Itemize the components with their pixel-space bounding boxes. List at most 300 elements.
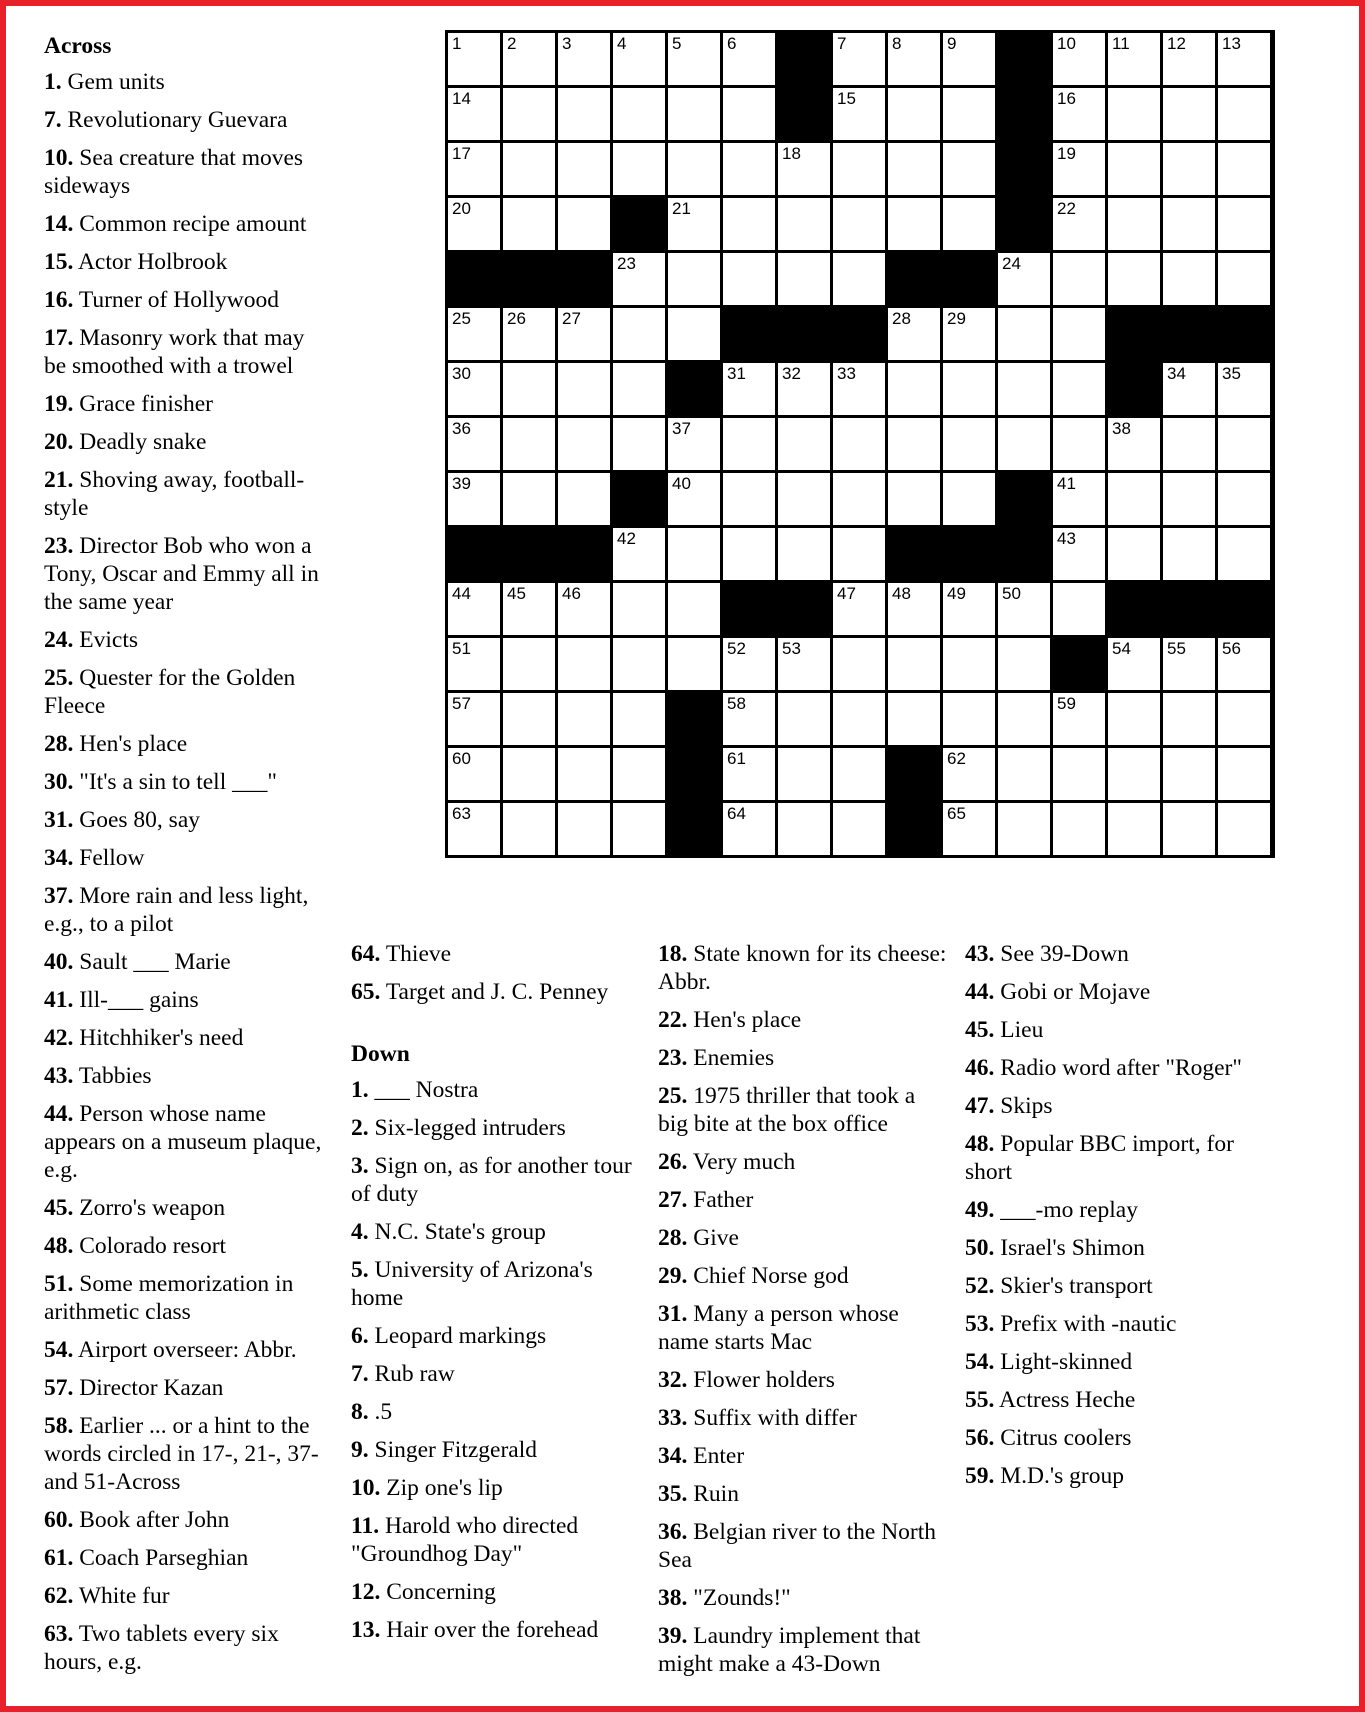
grid-cell[interactable] <box>1108 88 1160 140</box>
grid-cell[interactable] <box>613 253 665 305</box>
grid-cell[interactable] <box>723 638 775 690</box>
grid-cell[interactable] <box>1053 253 1105 305</box>
grid-cell[interactable] <box>833 253 885 305</box>
grid-cell[interactable] <box>448 803 500 855</box>
cell-number: 40 <box>672 474 691 493</box>
grid-cell[interactable] <box>998 583 1050 635</box>
clue-item <box>351 978 641 1006</box>
clue-item <box>44 324 329 380</box>
grid-cell[interactable] <box>1053 583 1105 635</box>
grid-cell[interactable] <box>1163 33 1215 85</box>
clue-text: M.D.'s group <box>994 1463 1124 1489</box>
grid-cell[interactable] <box>888 143 940 195</box>
grid-cell[interactable] <box>1053 693 1105 745</box>
clue-text: Flower holders <box>687 1367 835 1393</box>
clue-text: Laundry implement that might make a 43-Down <box>658 1623 921 1677</box>
clue-text: Target and J. C. Penney <box>380 979 609 1005</box>
clue-text: More rain and less light, e.g., to a pilot <box>44 883 309 937</box>
grid-cell[interactable] <box>503 363 555 415</box>
grid-cell[interactable] <box>723 748 775 800</box>
grid-cell[interactable] <box>833 583 885 635</box>
cell-number: 36 <box>452 419 471 438</box>
clue-text: Zorro's weapon <box>73 1195 226 1221</box>
grid-cell[interactable] <box>668 308 720 360</box>
clue-item <box>44 1374 329 1402</box>
grid-cell[interactable] <box>943 363 995 415</box>
clue-number: 63. <box>44 1621 74 1647</box>
grid-cell[interactable] <box>503 583 555 635</box>
clue-number: 53. <box>965 1311 995 1337</box>
grid-cell[interactable] <box>558 693 610 745</box>
clue-number: 16. <box>44 287 74 313</box>
grid-cell[interactable] <box>998 418 1050 470</box>
grid-cell[interactable] <box>833 88 885 140</box>
grid-cell[interactable] <box>503 308 555 360</box>
grid-cell[interactable] <box>833 363 885 415</box>
clue-text: Suffix with differ <box>687 1405 857 1431</box>
grid-cell[interactable] <box>558 803 610 855</box>
grid-cell[interactable] <box>668 143 720 195</box>
clue-text: Evicts <box>73 627 138 653</box>
grid-cell[interactable] <box>1163 363 1215 415</box>
grid-cell[interactable] <box>1053 528 1105 580</box>
grid-cell[interactable] <box>778 418 830 470</box>
grid-cell[interactable] <box>1053 363 1105 415</box>
grid-cell[interactable] <box>1218 693 1270 745</box>
clue-text: Deadly snake <box>73 429 207 455</box>
grid-cell[interactable] <box>558 88 610 140</box>
grid-cell[interactable] <box>668 88 720 140</box>
grid-cell[interactable] <box>1053 748 1105 800</box>
grid-cell[interactable] <box>448 473 500 525</box>
grid-cell[interactable] <box>778 363 830 415</box>
grid-cell[interactable] <box>998 803 1050 855</box>
clue-number: 25. <box>658 1083 688 1109</box>
grid-cell[interactable] <box>998 693 1050 745</box>
clue-text: Lieu <box>994 1017 1044 1043</box>
clue-number: 28. <box>658 1225 688 1251</box>
grid-cell[interactable] <box>503 88 555 140</box>
clue-item <box>351 1616 641 1644</box>
grid-cell[interactable] <box>943 143 995 195</box>
cell-number: 2 <box>507 34 517 53</box>
grid-cell[interactable] <box>668 253 720 305</box>
grid-cell[interactable] <box>558 308 610 360</box>
grid-cell[interactable] <box>448 693 500 745</box>
clue-item <box>965 1092 1255 1120</box>
grid-cell[interactable] <box>558 33 610 85</box>
down-clue-list <box>351 1076 641 1644</box>
clue-text: Very much <box>687 1149 796 1175</box>
clue-text: Gobi or Mojave <box>994 979 1151 1005</box>
cell-number: 43 <box>1057 529 1076 548</box>
grid-cell[interactable] <box>558 363 610 415</box>
grid-cell[interactable] <box>943 583 995 635</box>
clue-text: Gem units <box>61 69 165 95</box>
grid-cell[interactable] <box>668 473 720 525</box>
cell-number: 26 <box>507 309 526 328</box>
cell-number: 47 <box>837 584 856 603</box>
grid-cell[interactable] <box>1108 803 1160 855</box>
clue-item <box>965 1196 1255 1224</box>
grid-cell[interactable] <box>558 473 610 525</box>
grid-cell[interactable] <box>778 528 830 580</box>
clue-number: 31. <box>658 1301 688 1327</box>
grid-cell[interactable] <box>943 748 995 800</box>
grid-cell[interactable] <box>1108 693 1160 745</box>
grid-cell[interactable] <box>1053 143 1105 195</box>
grid-cell[interactable] <box>833 33 885 85</box>
clue-text: Quester for the Golden Fleece <box>44 665 296 719</box>
clue-number: 8. <box>351 1399 369 1425</box>
grid-cell[interactable] <box>723 253 775 305</box>
grid-cell[interactable] <box>1218 473 1270 525</box>
grid-cell[interactable] <box>833 748 885 800</box>
cell-number: 27 <box>562 309 581 328</box>
grid-cell[interactable] <box>1163 253 1215 305</box>
grid-cell[interactable] <box>503 803 555 855</box>
grid-cell[interactable] <box>613 693 665 745</box>
grid-cell[interactable] <box>723 88 775 140</box>
clue-number: 13. <box>351 1617 381 1643</box>
grid-cell[interactable] <box>778 198 830 250</box>
clue-item <box>44 68 329 96</box>
clue-number: 48. <box>965 1131 995 1157</box>
cell-number: 21 <box>672 199 691 218</box>
clue-number: 42. <box>44 1025 74 1051</box>
grid-cell[interactable] <box>1108 528 1160 580</box>
clue-item <box>351 1436 641 1464</box>
grid-cell[interactable] <box>503 418 555 470</box>
grid-cell[interactable] <box>888 88 940 140</box>
cell-number: 31 <box>727 364 746 383</box>
grid-cell[interactable] <box>448 748 500 800</box>
clue-item <box>351 940 641 968</box>
grid-cell[interactable] <box>613 33 665 85</box>
cell-number: 7 <box>837 34 847 53</box>
clue-text: Give <box>687 1225 739 1251</box>
clue-text: Skips <box>994 1093 1053 1119</box>
grid-cell[interactable] <box>503 748 555 800</box>
clue-item <box>658 1518 948 1574</box>
grid-cell[interactable] <box>448 143 500 195</box>
grid-cell[interactable] <box>1053 418 1105 470</box>
clue-number: 43. <box>44 1063 74 1089</box>
grid-cell[interactable] <box>1108 198 1160 250</box>
grid-cell[interactable] <box>723 528 775 580</box>
grid-cell[interactable] <box>668 198 720 250</box>
grid-cell[interactable] <box>613 88 665 140</box>
grid-cell[interactable] <box>1163 198 1215 250</box>
grid-cell[interactable] <box>1218 253 1270 305</box>
clue-item <box>965 1348 1255 1376</box>
grid-cell[interactable] <box>1163 638 1215 690</box>
grid-cell[interactable] <box>503 638 555 690</box>
grid-cell[interactable] <box>1053 198 1105 250</box>
grid-cell[interactable] <box>888 473 940 525</box>
grid-cell[interactable] <box>613 143 665 195</box>
cell-number: 19 <box>1057 144 1076 163</box>
grid-cell[interactable] <box>1108 33 1160 85</box>
grid-cell[interactable] <box>888 363 940 415</box>
grid-cell[interactable] <box>1218 748 1270 800</box>
clue-item <box>351 1152 641 1208</box>
clue-item <box>44 730 329 758</box>
cell-number: 48 <box>892 584 911 603</box>
clue-item <box>44 144 329 200</box>
clue-text: Director Bob who won a Tony, Oscar and Emmy all in the same year <box>44 533 319 615</box>
cell-number: 45 <box>507 584 526 603</box>
grid-cell[interactable] <box>778 693 830 745</box>
clue-number: 21. <box>44 467 74 493</box>
grid-cell[interactable] <box>1218 638 1270 690</box>
grid-cell[interactable] <box>1053 88 1105 140</box>
grid-cell[interactable] <box>613 583 665 635</box>
clue-item <box>44 948 329 976</box>
grid-cell[interactable] <box>778 253 830 305</box>
clue-item <box>351 1076 641 1104</box>
grid-cell[interactable] <box>888 418 940 470</box>
grid-cell[interactable] <box>723 803 775 855</box>
clue-item <box>351 1114 641 1142</box>
grid-cell[interactable] <box>558 583 610 635</box>
grid-cell[interactable] <box>888 693 940 745</box>
grid-cell[interactable] <box>888 638 940 690</box>
grid-cell[interactable] <box>613 418 665 470</box>
clue-text: University of Arizona's home <box>351 1257 593 1311</box>
grid-cell[interactable] <box>833 638 885 690</box>
grid-cell[interactable] <box>778 473 830 525</box>
grid-cell[interactable] <box>833 473 885 525</box>
grid-cell[interactable] <box>1218 198 1270 250</box>
grid-cell[interactable] <box>1163 528 1215 580</box>
grid-cell[interactable] <box>888 583 940 635</box>
clue-text: Shoving away, football-style <box>44 467 305 521</box>
grid-cell[interactable] <box>723 33 775 85</box>
grid-cell[interactable] <box>943 308 995 360</box>
clue-item <box>44 1232 329 1260</box>
cell-number: 50 <box>1002 584 1021 603</box>
grid-cell[interactable] <box>448 638 500 690</box>
clue-number: 3. <box>351 1153 369 1179</box>
grid-cell[interactable] <box>448 583 500 635</box>
clue-text: 1975 thriller that took a big bite at the box office <box>658 1083 916 1137</box>
clue-item <box>965 940 1255 968</box>
section-gap <box>351 1016 641 1040</box>
grid-cell[interactable] <box>668 418 720 470</box>
grid-cell[interactable] <box>1163 143 1215 195</box>
cell-number: 30 <box>452 364 471 383</box>
grid-cell[interactable] <box>503 143 555 195</box>
grid-cell[interactable] <box>998 363 1050 415</box>
grid-cell[interactable] <box>448 33 500 85</box>
grid-cell[interactable] <box>943 693 995 745</box>
grid-cell[interactable] <box>943 473 995 525</box>
clue-number: 31. <box>44 807 74 833</box>
cell-number: 59 <box>1057 694 1076 713</box>
clue-item <box>44 1024 329 1052</box>
grid-cell[interactable] <box>448 198 500 250</box>
grid-cell[interactable] <box>1108 253 1160 305</box>
grid-cell[interactable] <box>668 33 720 85</box>
clue-text: .5 <box>368 1399 393 1425</box>
grid-cell[interactable] <box>613 308 665 360</box>
grid-cell[interactable] <box>778 748 830 800</box>
grid-cell[interactable] <box>1108 473 1160 525</box>
grid-cell[interactable] <box>558 418 610 470</box>
grid-cell[interactable] <box>613 528 665 580</box>
clue-text: Harold who directed "Groundhog Day" <box>351 1513 579 1567</box>
clue-number: 54. <box>965 1349 995 1375</box>
clue-text: Revolutionary Guevara <box>61 107 288 133</box>
grid-cell[interactable] <box>723 198 775 250</box>
cell-number: 54 <box>1112 639 1131 658</box>
grid-cell[interactable] <box>1053 308 1105 360</box>
grid-cell[interactable] <box>1218 143 1270 195</box>
grid-cell[interactable] <box>943 418 995 470</box>
grid-cell[interactable] <box>1218 88 1270 140</box>
grid-cell[interactable] <box>668 638 720 690</box>
clue-number: 54. <box>44 1337 74 1363</box>
grid-cell[interactable] <box>448 363 500 415</box>
grid-cell[interactable] <box>503 473 555 525</box>
grid-cell[interactable] <box>888 198 940 250</box>
grid-cell[interactable] <box>503 693 555 745</box>
grid-cell[interactable] <box>943 638 995 690</box>
grid-cell[interactable] <box>778 638 830 690</box>
clue-column-2 <box>351 940 641 1654</box>
grid-cell[interactable] <box>558 143 610 195</box>
grid-cell[interactable] <box>558 198 610 250</box>
grid-cell[interactable] <box>943 88 995 140</box>
cell-number: 11 <box>1112 34 1130 53</box>
clue-item <box>44 248 329 276</box>
grid-cell[interactable] <box>668 528 720 580</box>
grid-cell[interactable] <box>613 803 665 855</box>
grid-cell[interactable] <box>943 198 995 250</box>
clue-text: Hair over the forehead <box>380 1617 599 1643</box>
grid-cell[interactable] <box>1053 33 1105 85</box>
grid-cell[interactable] <box>833 528 885 580</box>
clue-number: 24. <box>44 627 74 653</box>
grid-cell[interactable] <box>1053 473 1105 525</box>
grid-cell[interactable] <box>1218 33 1270 85</box>
clue-number: 43. <box>965 941 995 967</box>
grid-cell[interactable] <box>1108 143 1160 195</box>
grid-cell[interactable] <box>998 308 1050 360</box>
clue-item <box>44 1582 329 1610</box>
grid-cell[interactable] <box>558 748 610 800</box>
clue-text: N.C. State's group <box>368 1219 546 1245</box>
clue-text: Book after John <box>73 1507 230 1533</box>
grid-cell[interactable] <box>778 143 830 195</box>
clue-text: Popular BBC import, for short <box>965 1131 1234 1185</box>
cell-number: 13 <box>1222 34 1241 53</box>
grid-cell[interactable] <box>503 33 555 85</box>
grid-cell[interactable] <box>668 583 720 635</box>
grid-cell[interactable] <box>448 88 500 140</box>
grid-cell[interactable] <box>778 803 830 855</box>
grid-cell[interactable] <box>723 363 775 415</box>
grid-cell[interactable] <box>448 308 500 360</box>
cell-number: 5 <box>672 34 682 53</box>
cell-number: 34 <box>1167 364 1186 383</box>
clue-number: 1. <box>351 1077 369 1103</box>
grid-cell[interactable] <box>558 638 610 690</box>
grid-cell[interactable] <box>1163 88 1215 140</box>
grid-cell[interactable] <box>998 638 1050 690</box>
clue-item <box>351 1360 641 1388</box>
grid-cell[interactable] <box>1163 418 1215 470</box>
grid-cell[interactable] <box>448 418 500 470</box>
grid-cell[interactable] <box>1218 803 1270 855</box>
grid-cell[interactable] <box>1163 693 1215 745</box>
grid-cell[interactable] <box>1218 528 1270 580</box>
grid-cell[interactable] <box>1218 418 1270 470</box>
clue-number: 5. <box>351 1257 369 1283</box>
grid-cell[interactable] <box>833 418 885 470</box>
clue-number: 45. <box>44 1195 74 1221</box>
grid-cell[interactable] <box>723 693 775 745</box>
grid-cell[interactable] <box>1108 638 1160 690</box>
grid-cell[interactable] <box>1163 803 1215 855</box>
clue-item <box>658 1584 948 1612</box>
grid-cell[interactable] <box>723 143 775 195</box>
clue-number: 35. <box>658 1481 688 1507</box>
clue-item <box>44 106 329 134</box>
clue-item <box>658 1148 948 1176</box>
grid-cell[interactable] <box>613 748 665 800</box>
clue-item <box>965 1016 1255 1044</box>
clue-number: 34. <box>44 845 74 871</box>
grid-cell[interactable] <box>888 33 940 85</box>
clue-text: Actress Heche <box>994 1387 1136 1413</box>
cell-number: 10 <box>1057 34 1076 53</box>
grid-cell[interactable] <box>723 418 775 470</box>
clue-item <box>965 1054 1255 1082</box>
grid-cell[interactable] <box>833 803 885 855</box>
grid-cell[interactable] <box>943 33 995 85</box>
grid-cell[interactable] <box>888 308 940 360</box>
cell-number: 46 <box>562 584 581 603</box>
grid-cell[interactable] <box>833 693 885 745</box>
grid-cell[interactable] <box>613 363 665 415</box>
grid-cell[interactable] <box>998 748 1050 800</box>
grid-cell[interactable] <box>998 253 1050 305</box>
grid-cell[interactable] <box>1163 748 1215 800</box>
grid-cell[interactable] <box>1218 363 1270 415</box>
grid-cell[interactable] <box>1053 803 1105 855</box>
clue-text: "It's a sin to tell ___" <box>73 769 277 795</box>
clue-number: 32. <box>658 1367 688 1393</box>
grid-cell[interactable] <box>943 803 995 855</box>
grid-cell[interactable] <box>1108 418 1160 470</box>
clue-number: 26. <box>658 1149 688 1175</box>
crossword-grid <box>445 30 1275 858</box>
grid-cell[interactable] <box>1163 473 1215 525</box>
grid-cell[interactable] <box>833 198 885 250</box>
clue-number: 23. <box>658 1045 688 1071</box>
grid-cell[interactable] <box>613 638 665 690</box>
down-clue-list-end <box>965 940 1255 1490</box>
clue-item <box>965 978 1255 1006</box>
grid-cell[interactable] <box>1108 748 1160 800</box>
grid-cell[interactable] <box>503 198 555 250</box>
grid-cell[interactable] <box>833 143 885 195</box>
grid-cell[interactable] <box>723 473 775 525</box>
clue-number: 59. <box>965 1463 995 1489</box>
clue-item <box>351 1474 641 1502</box>
